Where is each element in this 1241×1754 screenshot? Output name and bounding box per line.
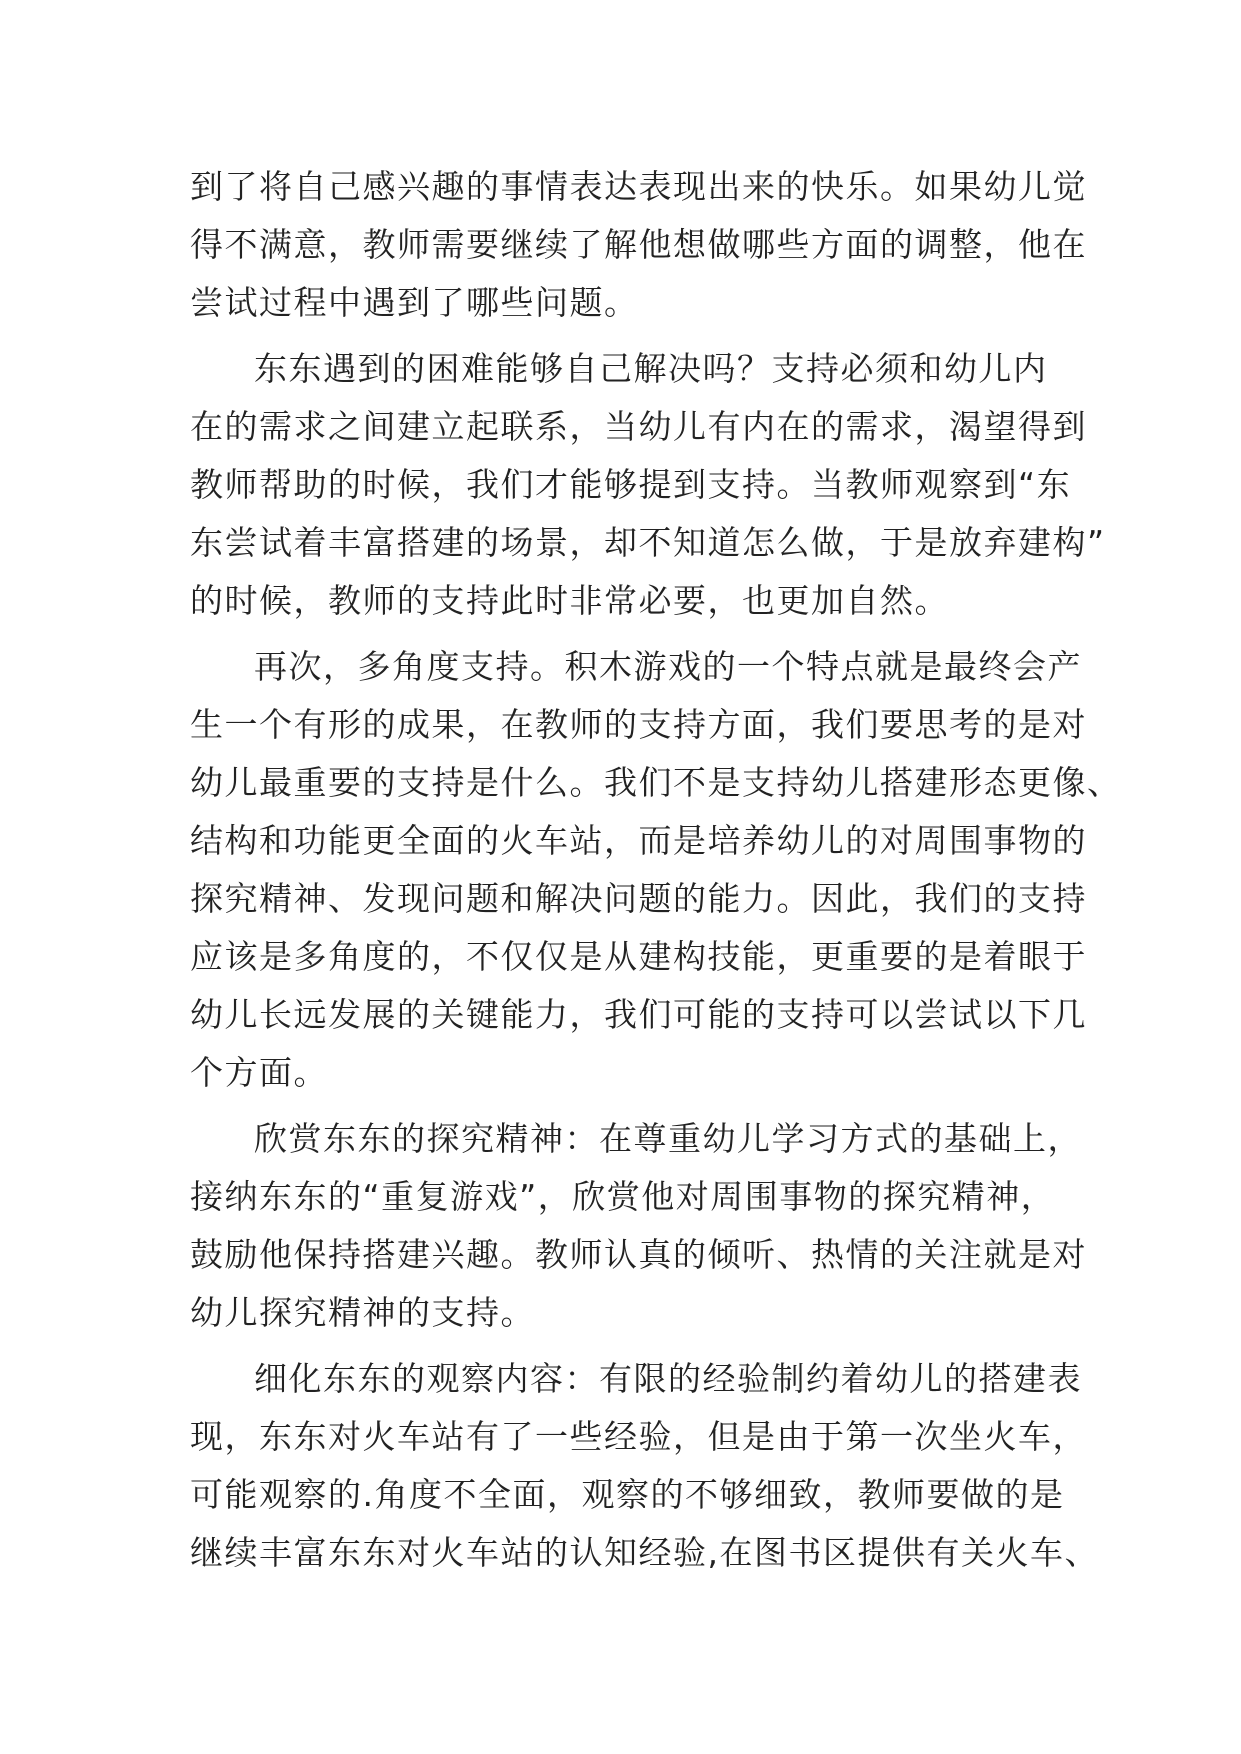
text-line: 接纳东东的“重复游戏”，欣赏他对周围事物的探究精神， <box>190 1177 1056 1216</box>
text-line: 到了将自己感兴趣的事情表达表现出来的快乐。如果幼儿觉 <box>190 167 1087 206</box>
text-line: 应该是多角度的，不仅仅是从建构技能，更重要的是着眼于 <box>190 937 1087 976</box>
document-body <box>190 158 1122 1582</box>
text-line: 现，东东对火车站有了一些经验，但是由于第一次坐火车， <box>190 1417 1087 1456</box>
text-line: 教师帮助的时候，我们才能够提到支持。当教师观察到“东 <box>190 465 1072 504</box>
text-line: 幼儿长远发展的关键能力，我们可能的支持可以尝试以下几 <box>190 995 1087 1034</box>
text-line: 鼓励他保持搭建兴趣。教师认真的倾听、热情的关注就是对 <box>190 1235 1087 1274</box>
text-line: 结构和功能更全面的火车站，而是培养幼儿的对周围事物的 <box>190 821 1087 860</box>
text-line: 得不满意，教师需要继续了解他想做哪些方面的调整，他在 <box>190 225 1087 264</box>
text-line: 继续丰富东东对火车站的认知经验,在图书区提供有关火车、 <box>190 1533 1099 1572</box>
text-line: 幼儿探究精神的支持。 <box>190 1293 535 1332</box>
text-line: 再次，多角度支持。积木游戏的一个特点就是最终会产 <box>254 647 1082 686</box>
text-line: 欣赏东东的探究精神：在尊重幼儿学习方式的基础上， <box>254 1119 1082 1158</box>
text-line: 细化东东的观察内容：有限的经验制约着幼儿的搭建表 <box>254 1359 1082 1398</box>
paragraph <box>190 158 1087 332</box>
paragraph <box>190 638 1122 1102</box>
text-line: 尝试过程中遇到了哪些问题。 <box>190 283 639 322</box>
text-line: 可能观察的.角度不全面，观察的不够细致，教师要做的是 <box>190 1475 1065 1514</box>
paragraph <box>190 340 1106 630</box>
text-line: 在的需求之间建立起联系，当幼儿有内在的需求，渴望得到 <box>190 407 1087 446</box>
paragraph <box>190 1350 1099 1582</box>
text-line: 生一个有形的成果，在教师的支持方面，我们要思考的是对 <box>190 705 1087 744</box>
text-line: 东尝试着丰富搭建的场景，却不知道怎么做，于是放弃建构” <box>190 523 1106 562</box>
paragraph <box>190 1110 1087 1342</box>
text-line: 个方面。 <box>190 1053 328 1092</box>
text-line: 东东遇到的困难能够自己解决吗？支持必须和幼儿内 <box>254 349 1048 388</box>
text-line: 幼儿最重要的支持是什么。我们不是支持幼儿搭建形态更像、 <box>190 763 1122 802</box>
text-line: 的时候，教师的支持此时非常必要，也更加自然。 <box>190 581 949 620</box>
text-line: 探究精神、发现问题和解决问题的能力。因此，我们的支持 <box>190 879 1087 918</box>
